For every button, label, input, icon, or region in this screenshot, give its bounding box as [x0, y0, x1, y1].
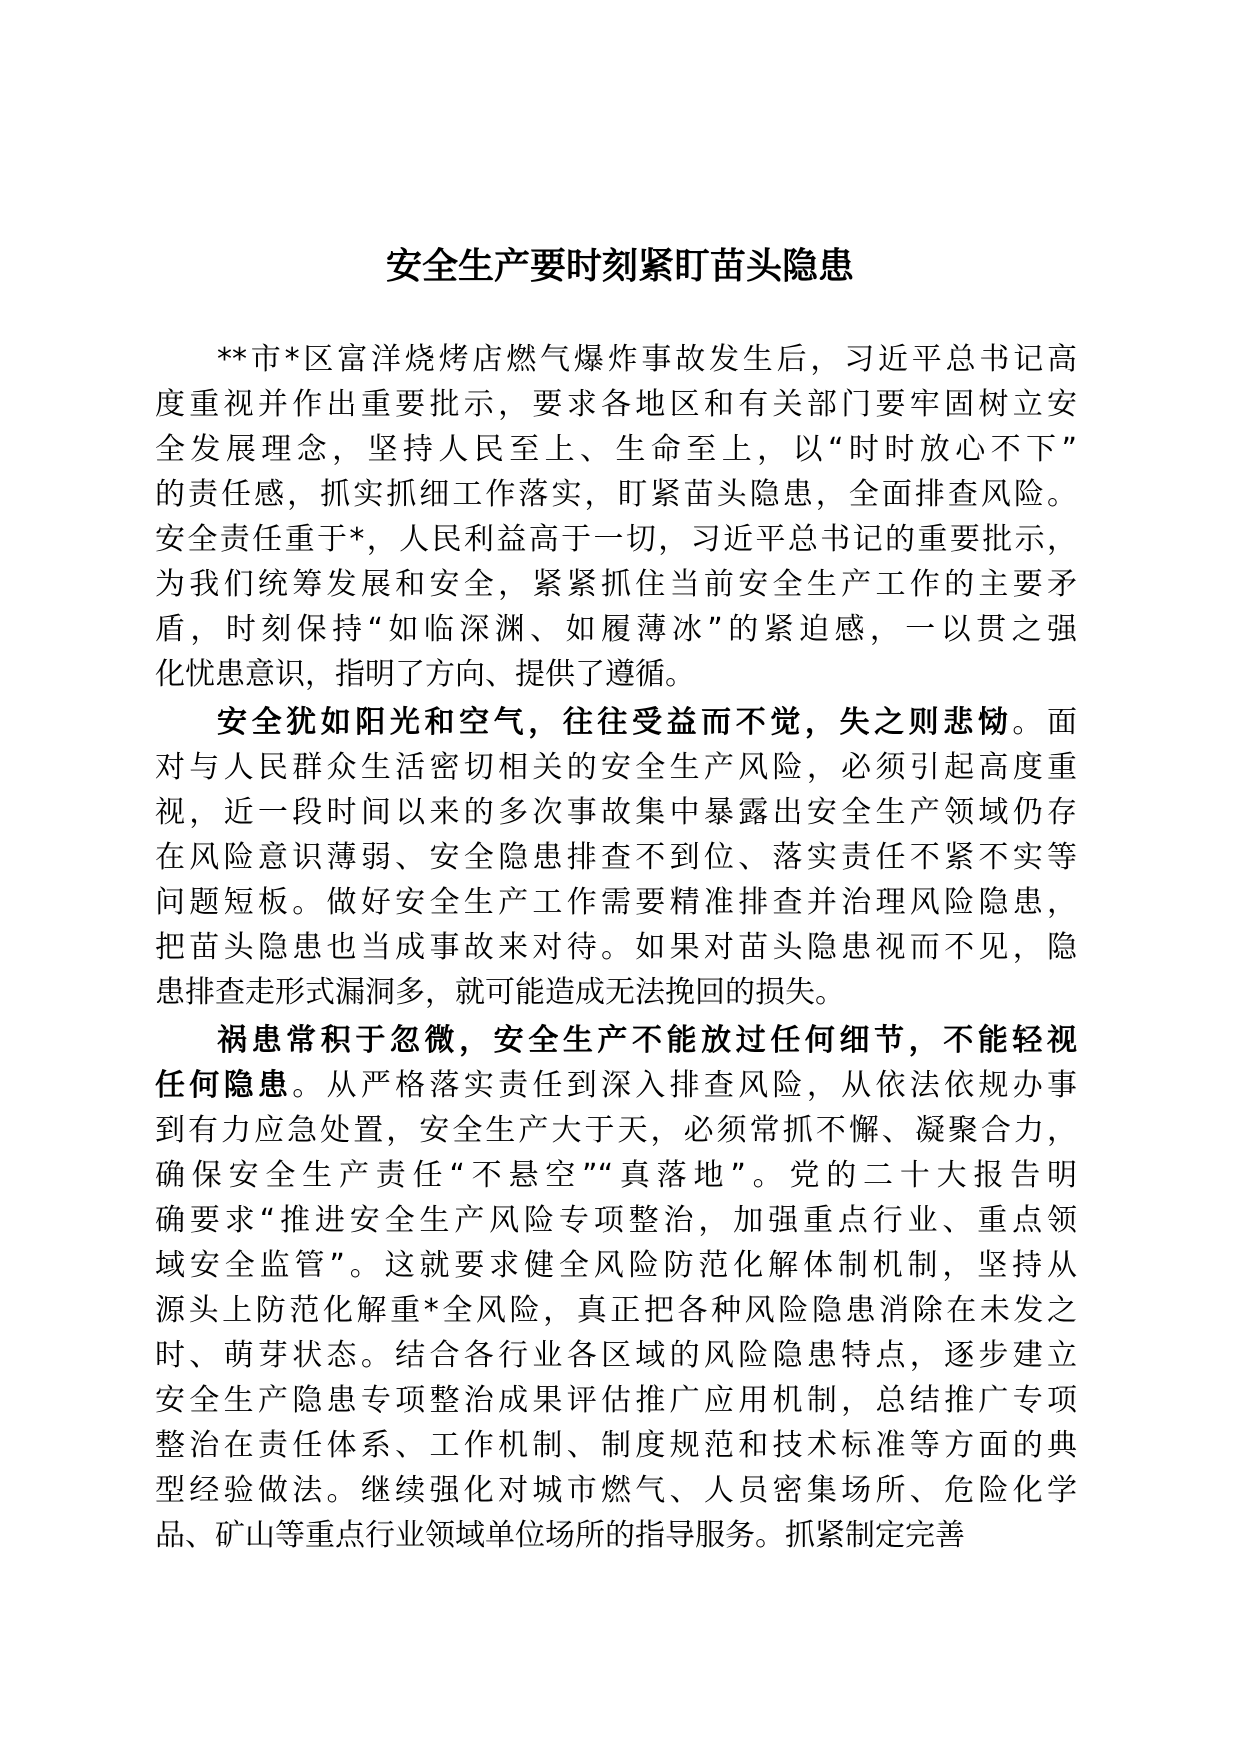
text-line — [155, 517, 1077, 562]
body-text: 把苗头隐患也当成事故来对待。如果对苗头隐患视而不见，隐 — [155, 930, 1077, 965]
text-line — [155, 1018, 1077, 1063]
text-line — [155, 925, 1077, 970]
body-text: 为我们统筹发展和安全，紧紧抓住当前安全生产工作的主要矛 — [155, 567, 1077, 602]
text-line — [155, 1288, 1077, 1333]
text-line — [155, 652, 1077, 697]
body-text: **市*区富洋烧烤店燃气爆炸事故发生后，习近平总书记高 — [217, 342, 1077, 377]
document-body — [155, 337, 1077, 1561]
paragraph — [155, 700, 1077, 1015]
text-line — [155, 607, 1077, 652]
body-text: 全发展理念，坚持人民至上、生命至上，以“时时放心不下” — [155, 432, 1077, 467]
text-line — [155, 562, 1077, 607]
bold-lead-text: 任何隐患 — [155, 1068, 293, 1103]
body-text: 源头上防范化解重*全风险，真正把各种风险隐患消除在未发之 — [155, 1293, 1077, 1328]
text-line — [155, 1513, 1077, 1558]
text-line — [155, 1063, 1077, 1108]
text-line — [155, 337, 1077, 382]
text-line — [155, 472, 1077, 517]
text-line — [155, 427, 1077, 472]
body-text: 盾，时刻保持“如临深渊、如履薄冰”的紧迫感，一以贯之强 — [155, 612, 1077, 647]
body-text: 整治在责任体系、工作机制、制度规范和技术标准等方面的典 — [155, 1428, 1077, 1463]
body-text: 。从严格落实责任到深入排查风险，从依法依规办事 — [292, 1068, 1078, 1103]
bold-lead-text: 安全犹如阳光和空气，往往受益而不觉，失之则悲恸 — [217, 705, 1013, 740]
text-line — [155, 1468, 1077, 1513]
body-text: 。面 — [1012, 705, 1078, 740]
text-line — [155, 1423, 1077, 1468]
paragraph — [155, 1018, 1077, 1558]
paragraph — [155, 337, 1077, 697]
body-text: 患排查走形式漏洞多，就可能造成无法挽回的损失。 — [155, 975, 845, 1010]
body-text: 度重视并作出重要批示，要求各地区和有关部门要牢固树立安 — [155, 387, 1077, 422]
body-text: 域安全监管”。这就要求健全风险防范化解体制机制，坚持从 — [155, 1248, 1077, 1283]
body-text: 安全责任重于*，人民利益高于一切，习近平总书记的重要批示， — [155, 522, 1077, 557]
text-line — [155, 1198, 1077, 1243]
text-line — [155, 790, 1077, 835]
body-text: 确保安全生产责任“不悬空”“真落地”。党的二十大报告明 — [155, 1158, 1077, 1193]
body-text: 到有力应急处置，安全生产大于天，必须常抓不懈、凝聚合力， — [155, 1113, 1077, 1148]
text-line — [155, 745, 1077, 790]
text-line — [155, 1333, 1077, 1378]
body-text: 视，近一段时间以来的多次事故集中暴露出安全生产领域仍存 — [155, 795, 1077, 830]
body-text: 在风险意识薄弱、安全隐患排查不到位、落实责任不紧不实等 — [155, 840, 1077, 875]
body-text: 的责任感，抓实抓细工作落实，盯紧苗头隐患，全面排查风险。 — [155, 477, 1077, 512]
text-line — [155, 835, 1077, 880]
body-text: 型经验做法。继续强化对城市燃气、人员密集场所、危险化学 — [155, 1473, 1077, 1508]
bold-lead-text: 祸患常积于忽微，安全生产不能放过任何细节，不能轻视 — [217, 1023, 1077, 1058]
text-line — [155, 1378, 1077, 1423]
text-line — [155, 970, 1077, 1015]
text-line — [155, 1108, 1077, 1153]
body-text: 对与人民群众生活密切相关的安全生产风险，必须引起高度重 — [155, 750, 1077, 785]
text-line — [155, 700, 1077, 745]
body-text: 安全生产隐患专项整治成果评估推广应用机制，总结推广专项 — [155, 1383, 1077, 1418]
body-text: 确要求“推进安全生产风险专项整治，加强重点行业、重点领 — [155, 1203, 1077, 1238]
text-line — [155, 880, 1077, 925]
body-text: 化忧患意识，指明了方向、提供了遵循。 — [155, 657, 695, 692]
body-text: 品、矿山等重点行业领域单位场所的指导服务。抓紧制定完善 — [155, 1518, 965, 1553]
text-line — [155, 382, 1077, 427]
text-line — [155, 1153, 1077, 1198]
body-text: 时、萌芽状态。结合各行业各区域的风险隐患特点，逐步建立 — [155, 1338, 1077, 1373]
text-line — [155, 1243, 1077, 1288]
document-title: 安全生产要时刻紧盯苗头隐患 — [385, 246, 854, 287]
body-text: 问题短板。做好安全生产工作需要精准排查并治理风险隐患， — [155, 885, 1077, 920]
